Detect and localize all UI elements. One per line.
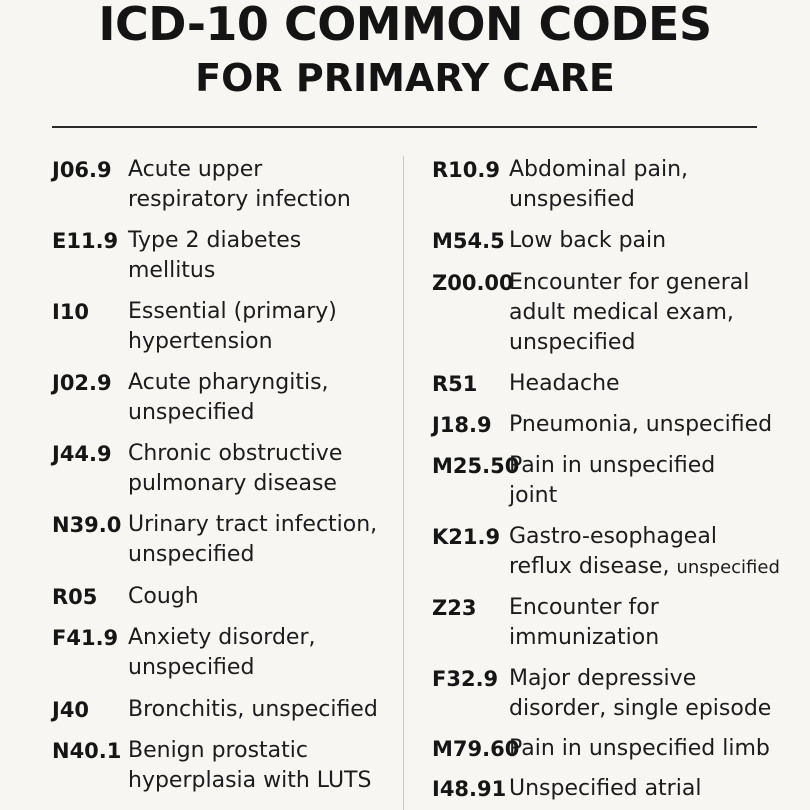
description-line: unspecified: [128, 542, 255, 567]
description-line: Acute pharyngitis,: [128, 370, 329, 395]
description-line: Urinary tract infection,: [128, 512, 378, 537]
code-description: [128, 368, 398, 428]
code-description: [509, 451, 809, 511]
code-description: [509, 593, 809, 653]
page-title: ICD-10 COMMON CODES: [98, 0, 712, 51]
description-line: hypertension: [128, 329, 273, 354]
description-line: Cough: [128, 584, 199, 609]
description-line: Gastro-esophageal: [509, 524, 717, 549]
description-line: hyperplasia with LUTS: [128, 768, 372, 793]
description-line: Abdominal pain,: [509, 157, 689, 182]
code-label: R10.9: [432, 158, 500, 182]
description-line: respiratory infection: [128, 187, 351, 212]
description-line: joint: [509, 483, 558, 508]
code-label: N40.1: [52, 739, 122, 763]
code-label: M54.5: [432, 229, 505, 253]
title-rule: [52, 126, 757, 128]
code-label: F41.9: [52, 626, 119, 650]
description-line: Unspecified atrial: [509, 776, 702, 801]
description-line: Pain in unspecified: [509, 453, 716, 478]
description-line: pulmonary disease: [128, 471, 337, 496]
description-line: Pain in unspecified limb: [509, 736, 770, 761]
code-description: [509, 734, 809, 764]
code-label: I48.91: [432, 777, 507, 801]
code-description: [509, 268, 809, 358]
code-label: K21.9: [432, 525, 501, 549]
description-line: [509, 552, 809, 583]
description-line: unspecified: [128, 400, 255, 425]
code-label: Z23: [432, 596, 477, 620]
code-description: [128, 695, 398, 725]
code-description: [128, 297, 398, 357]
code-label: F32.9: [432, 667, 499, 691]
description-line: immunization: [509, 625, 660, 650]
code-description: [509, 226, 809, 256]
code-label: E11.9: [52, 229, 119, 253]
description-line: Low back pain: [509, 228, 667, 253]
description-line: mellitus: [128, 258, 216, 283]
description-line: adult medical exam,: [509, 300, 734, 325]
page-subtitle: FOR PRIMARY CARE: [195, 56, 615, 100]
code-label: R51: [432, 372, 478, 396]
description-line: Encounter for: [509, 595, 659, 620]
code-description: [509, 369, 809, 399]
description-line: Essential (primary): [128, 299, 337, 324]
description-line: Type 2 diabetes: [128, 228, 302, 253]
code-description: [128, 155, 398, 215]
description-line: Pneumonia, unspecified: [509, 412, 773, 437]
description-line: unspecified: [509, 330, 636, 355]
description-line: Chronic obstructive: [128, 441, 343, 466]
description-text: reflux disease,: [509, 554, 670, 579]
code-description: [509, 664, 809, 724]
code-description: [509, 410, 809, 440]
code-description: [128, 623, 398, 683]
code-label: R05: [52, 585, 98, 609]
description-line: Benign prostatic: [128, 738, 308, 763]
code-description: [509, 774, 809, 804]
description-line: Encounter for general: [509, 270, 750, 295]
code-label: M79.60: [432, 737, 520, 761]
code-label: Z00.00: [432, 271, 514, 295]
code-description: [128, 582, 398, 612]
code-label: J02.9: [52, 371, 112, 395]
description-line: unspecified: [128, 655, 255, 680]
description-line: Major depressive: [509, 666, 697, 691]
description-line: Acute upper: [128, 157, 263, 182]
description-suffix: unspecified: [676, 557, 780, 578]
column-divider: [403, 156, 404, 810]
code-label: J40: [52, 698, 90, 722]
description-line: Bronchitis, unspecified: [128, 697, 378, 722]
code-label: M25.50: [432, 454, 520, 478]
code-description: [128, 510, 398, 570]
description-line: Headache: [509, 371, 620, 396]
code-description: [509, 522, 809, 583]
code-label: J06.9: [52, 158, 112, 182]
code-label: J18.9: [432, 413, 492, 437]
description-line: disorder, single episode: [509, 696, 772, 721]
description-line: Anxiety disorder,: [128, 625, 316, 650]
code-label: J44.9: [52, 442, 112, 466]
code-description: [128, 736, 398, 796]
description-line: unspesified: [509, 187, 635, 212]
code-label: I10: [52, 300, 90, 324]
code-description: [128, 226, 398, 286]
code-label: N39.0: [52, 513, 122, 537]
code-description: [128, 439, 398, 499]
code-description: [509, 155, 809, 215]
